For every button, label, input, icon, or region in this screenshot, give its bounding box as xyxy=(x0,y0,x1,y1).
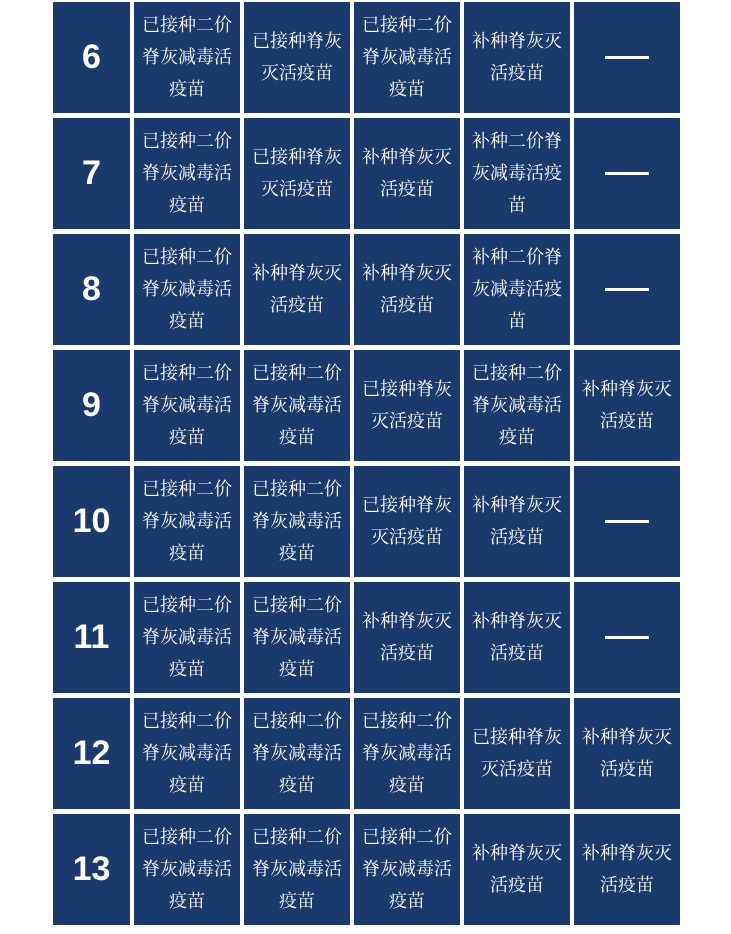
dose-cell-1 xyxy=(134,582,240,693)
dose-cell-2 xyxy=(244,814,350,925)
dose-cell-2 xyxy=(244,698,350,809)
dose-cell-4 xyxy=(464,2,570,113)
dose-text: 补种脊灰灭活疫苗 xyxy=(362,146,452,200)
dose-cell-4 xyxy=(464,466,570,577)
dose-cell-1 xyxy=(134,234,240,345)
table-row xyxy=(53,814,683,925)
dose-text: 已接种脊灰灭活疫苗 xyxy=(362,378,452,432)
dash-icon xyxy=(605,56,649,59)
dose-cell-5 xyxy=(574,2,680,113)
age-label: 6 xyxy=(82,38,101,76)
table-row xyxy=(53,350,683,461)
dose-text: 已接种二价脊灰减毒活疫苗 xyxy=(142,594,232,680)
table-row xyxy=(53,698,683,809)
dose-text: 补种脊灰灭活疫苗 xyxy=(582,842,672,896)
dose-text: 已接种二价脊灰减毒活疫苗 xyxy=(142,14,232,100)
table-row xyxy=(53,582,683,693)
age-cell xyxy=(53,466,130,577)
table-row xyxy=(53,466,683,577)
table-row xyxy=(53,118,683,229)
age-label: 12 xyxy=(72,734,111,772)
dose-cell-3 xyxy=(354,234,460,345)
age-cell xyxy=(53,118,130,229)
dose-cell-4 xyxy=(464,118,570,229)
dose-cell-1 xyxy=(134,350,240,461)
dose-cell-2 xyxy=(244,118,350,229)
dose-text: 已接种脊灰灭活疫苗 xyxy=(252,146,342,200)
dose-cell-5 xyxy=(574,350,680,461)
age-cell xyxy=(53,698,130,809)
dose-cell-4 xyxy=(464,234,570,345)
dose-cell-3 xyxy=(354,698,460,809)
dose-cell-3 xyxy=(354,582,460,693)
age-label: 13 xyxy=(72,850,111,888)
dose-text: 补种二价脊灰减毒活疫苗 xyxy=(472,246,562,332)
vaccination-table xyxy=(53,2,683,925)
age-cell xyxy=(53,234,130,345)
dose-text: 已接种二价脊灰减毒活疫苗 xyxy=(252,710,342,796)
age-cell xyxy=(53,582,130,693)
dose-text: 已接种脊灰灭活疫苗 xyxy=(252,30,342,84)
dose-cell-1 xyxy=(134,698,240,809)
dose-text: 已接种二价脊灰减毒活疫苗 xyxy=(142,130,232,216)
dose-text: 补种脊灰灭活疫苗 xyxy=(252,262,342,316)
dose-cell-2 xyxy=(244,582,350,693)
dose-text: 已接种二价脊灰减毒活疫苗 xyxy=(252,362,342,448)
dose-cell-5 xyxy=(574,118,680,229)
dose-text: 已接种二价脊灰减毒活疫苗 xyxy=(252,478,342,564)
dose-cell-2 xyxy=(244,350,350,461)
dose-cell-1 xyxy=(134,466,240,577)
age-label: 7 xyxy=(82,154,101,192)
dose-text: 已接种二价脊灰减毒活疫苗 xyxy=(142,362,232,448)
dose-cell-5 xyxy=(574,582,680,693)
dose-cell-5 xyxy=(574,466,680,577)
dose-cell-4 xyxy=(464,350,570,461)
dose-text: 已接种二价脊灰减毒活疫苗 xyxy=(252,826,342,912)
dose-text: 已接种二价脊灰减毒活疫苗 xyxy=(362,14,452,100)
age-cell xyxy=(53,350,130,461)
dose-cell-5 xyxy=(574,234,680,345)
dose-text: 已接种脊灰灭活疫苗 xyxy=(362,494,452,548)
age-label: 9 xyxy=(82,386,101,424)
dose-cell-5 xyxy=(574,814,680,925)
dose-cell-2 xyxy=(244,2,350,113)
dose-cell-3 xyxy=(354,466,460,577)
dose-text: 已接种二价脊灰减毒活疫苗 xyxy=(142,478,232,564)
dose-cell-3 xyxy=(354,350,460,461)
table-row xyxy=(53,2,683,113)
age-cell xyxy=(53,2,130,113)
dose-cell-4 xyxy=(464,582,570,693)
dose-text: 已接种二价脊灰减毒活疫苗 xyxy=(362,710,452,796)
age-cell xyxy=(53,814,130,925)
dose-cell-3 xyxy=(354,118,460,229)
dose-text: 补种脊灰灭活疫苗 xyxy=(582,726,672,780)
dose-text: 已接种二价脊灰减毒活疫苗 xyxy=(472,362,562,448)
dose-text: 已接种脊灰灭活疫苗 xyxy=(472,726,562,780)
dose-cell-3 xyxy=(354,2,460,113)
dose-text: 已接种二价脊灰减毒活疫苗 xyxy=(142,710,232,796)
dose-text: 补种脊灰灭活疫苗 xyxy=(472,842,562,896)
dose-cell-1 xyxy=(134,118,240,229)
age-label: 11 xyxy=(73,618,110,656)
dose-cell-4 xyxy=(464,698,570,809)
dose-text: 已接种二价脊灰减毒活疫苗 xyxy=(252,594,342,680)
dose-text: 补种脊灰灭活疫苗 xyxy=(362,262,452,316)
dose-text: 补种二价脊灰减毒活疫苗 xyxy=(472,130,562,216)
dose-cell-2 xyxy=(244,466,350,577)
dose-text: 补种脊灰灭活疫苗 xyxy=(582,378,672,432)
dash-icon xyxy=(605,172,649,175)
dose-cell-1 xyxy=(134,814,240,925)
dose-cell-2 xyxy=(244,234,350,345)
dose-text: 已接种二价脊灰减毒活疫苗 xyxy=(362,826,452,912)
dose-text: 补种脊灰灭活疫苗 xyxy=(472,494,562,548)
dose-cell-1 xyxy=(134,2,240,113)
dash-icon xyxy=(605,288,649,291)
dose-cell-5 xyxy=(574,698,680,809)
dose-cell-3 xyxy=(354,814,460,925)
dose-cell-4 xyxy=(464,814,570,925)
dash-icon xyxy=(605,636,649,639)
dose-text: 已接种二价脊灰减毒活疫苗 xyxy=(142,826,232,912)
dash-icon xyxy=(605,520,649,523)
dose-text: 已接种二价脊灰减毒活疫苗 xyxy=(142,246,232,332)
table-row xyxy=(53,234,683,345)
age-label: 8 xyxy=(82,270,101,308)
dose-text: 补种脊灰灭活疫苗 xyxy=(472,610,562,664)
age-label: 10 xyxy=(72,502,111,540)
dose-text: 补种脊灰灭活疫苗 xyxy=(362,610,452,664)
dose-text: 补种脊灰灭活疫苗 xyxy=(472,30,562,84)
